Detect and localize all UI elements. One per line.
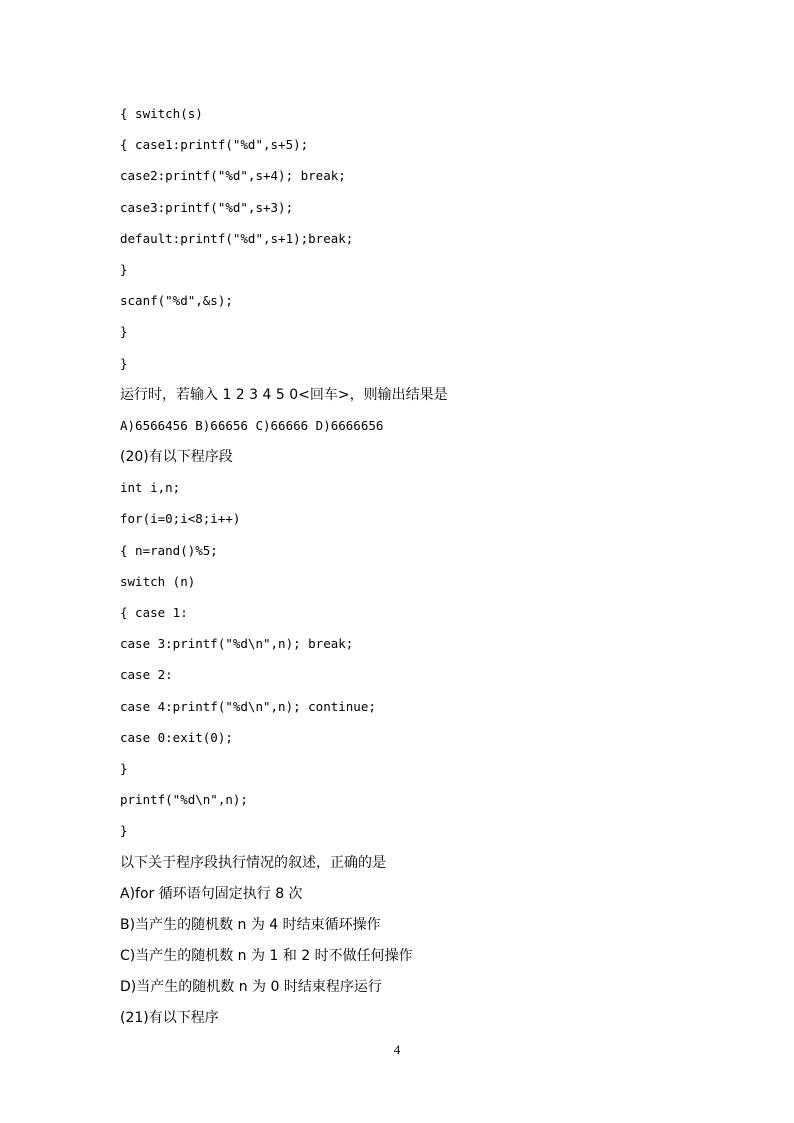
code-line: switch (n) <box>120 573 196 589</box>
text-line: 运行时，若输入 1 2 3 4 5 0<回车>，则输出结果是 <box>120 386 448 403</box>
code-line: case2:printf("%d",s+4); break; <box>120 168 346 184</box>
code-line: { case1:printf("%d",s+5); <box>120 137 309 153</box>
code-line: { switch(s) <box>120 106 203 121</box>
code-line: for(i=0;i<8;i++) <box>120 511 241 527</box>
text-line: B)当产生的随机数 n 为 4 时结束循环操作 <box>120 916 381 933</box>
code-line: { n=rand()%5; <box>120 542 218 558</box>
code-line: { case 1: <box>120 605 188 620</box>
code-line: default:printf("%d",s+1);break; <box>120 230 354 246</box>
text-line: D)当产生的随机数 n 为 0 时结束程序运行 <box>120 979 382 996</box>
text-line: (21)有以下程序 <box>120 1010 219 1027</box>
code-line: case3:printf("%d",s+3); <box>120 199 294 215</box>
code-line: } <box>120 823 128 839</box>
code-line: } <box>120 355 128 371</box>
code-line: } <box>120 760 128 776</box>
code-line: scanf("%d",&s); <box>120 293 233 309</box>
text-line: 以下关于程序段执行情况的叙述，正确的是 <box>120 854 386 871</box>
text-line: A)for 循环语句固定执行 8 次 <box>120 885 303 902</box>
code-line: A)6566456 B)66656 C)66666 D)6666656 <box>120 417 384 433</box>
code-line: case 4:printf("%d\n",n); continue; <box>120 698 376 714</box>
code-line: printf("%d\n",n); <box>120 792 248 808</box>
code-line: case 3:printf("%d\n",n); break; <box>120 636 354 652</box>
code-line: case 2: <box>120 667 173 683</box>
text-line: C)当产生的随机数 n 为 1 和 2 时不做任何操作 <box>120 948 413 965</box>
text-line: (20)有以下程序段 <box>120 449 233 466</box>
code-line: } <box>120 261 128 277</box>
code-line: int i,n; <box>120 480 181 496</box>
page-number: 4 <box>393 1042 401 1057</box>
code-line: case 0:exit(0); <box>120 729 233 745</box>
document-body <box>120 103 720 1039</box>
code-line: } <box>120 324 128 340</box>
